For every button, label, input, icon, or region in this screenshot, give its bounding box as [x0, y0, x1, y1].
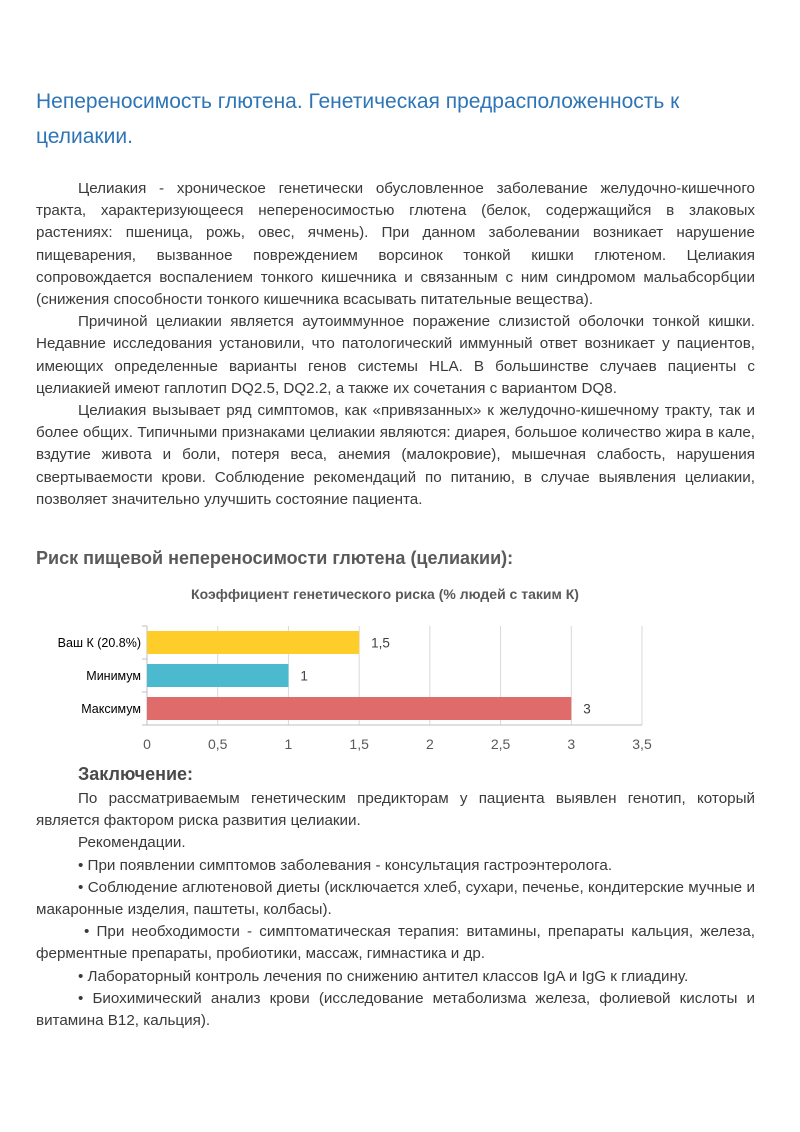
x-tick-label: 3 — [567, 736, 576, 752]
risk-bar-chart — [0, 610, 800, 760]
paragraph: Причиной целиакии является аутоиммунное поражение слизистой оболочки тонкой кишки. Недавние исследования установили, что патологический иммунный ответ возникает у пациентов, имеющих определенные варианты генов системы HLA. В большинстве случаев пациенты с целиакией имеют гаплотип DQ2.5, DQ2.2, а также их сочетания с вариантом DQ8. — [36, 313, 755, 397]
x-tick-label: 2 — [425, 736, 434, 752]
category-label: Минимум — [86, 669, 141, 683]
data-label: 1,5 — [371, 635, 390, 651]
bar — [147, 664, 288, 687]
x-tick-label: 1,5 — [349, 736, 369, 752]
intro-body — [36, 178, 755, 511]
x-tick-label: 0 — [143, 736, 151, 752]
recommendation-item: • При появлении симптомов заболевания - консультация гастроэнтеролога. — [78, 856, 613, 874]
paragraph: Целиакия - хроническое генетически обусловленное заболевание желудочно-кишечного тракта, характеризующееся непереносимостью глютена (белок, содержащийся в злаковых растениях: пшеница, рожь, овес, ячмень). При данном заболевании возникает нарушение пищеварения, вызванное повреждением ворсинок тонкой кишки глютеном. Целиакия сопровождается воспалением тонкого кишечника и связанным с ним синдромом мальабсорбции (снижения способности тонкого кишечника всасывать питательные вещества). — [36, 180, 755, 309]
category-label: Максимум — [81, 702, 141, 716]
bar — [147, 697, 571, 720]
bar — [147, 631, 359, 654]
document-title: Непереносимость глютена. Генетическая предрасположенность к целиакии. — [36, 90, 680, 148]
conclusion-heading: Заключение: — [78, 764, 194, 784]
category-label: Ваш К (20.8%) — [57, 636, 141, 650]
recommendations-label: Рекомендации. — [78, 834, 186, 852]
recommendation-item: • Биохимический анализ крови (исследование метаболизма железа, фолиевой кислоты и витамина B12, кальция). — [36, 989, 755, 1030]
recommendation-item: • Лабораторный контроль лечения по снижению антител классов IgA и IgG к глиадину. — [78, 967, 689, 985]
chart-title: Коэффициент генетического риска (% людей с таким К) — [191, 586, 579, 602]
recommendation-item: • Соблюдение аглютеновой диеты (исключается хлеб, сухари, печенье, кондитерские мучные и макаронные изделия, паштеты, колбасы). — [36, 878, 755, 919]
x-tick-label: 1 — [284, 736, 293, 752]
x-tick-label: 2,5 — [490, 736, 511, 752]
conclusion-text: По рассматриваемым генетическим предикторам у пациента выявлен генотип, который является фактором риска развития целиакии. — [36, 790, 755, 830]
data-label: 1 — [300, 668, 308, 684]
paragraph: Целиакия вызывает ряд симптомов, как «привязанных» к желудочно-кишечному тракту, так и более общих. Типичными признаками целиакии являются: диарея, большое количество жира в кале, вздутие живота и боли, потеря веса, анемия (малокровие), мышечная слабость, нарушения свертываемости крови. Соблюдение рекомендаций по питанию, в случае выявления целиакии, позволяет значительно улучшить состояние пациента. — [36, 402, 755, 508]
conclusion-section — [36, 762, 755, 1032]
section-heading: Риск пищевой непереносимости глютена (целиакии): — [36, 548, 514, 568]
data-label: 3 — [583, 701, 591, 717]
recommendation-item: • При необходимости - симптоматическая терапия: витамины, препараты кальция, железа, ферментные препараты, пробиотики, массаж, гимнастика и др. — [36, 923, 755, 963]
x-tick-label: 0,5 — [207, 736, 228, 752]
x-tick-label: 3,5 — [632, 736, 652, 752]
